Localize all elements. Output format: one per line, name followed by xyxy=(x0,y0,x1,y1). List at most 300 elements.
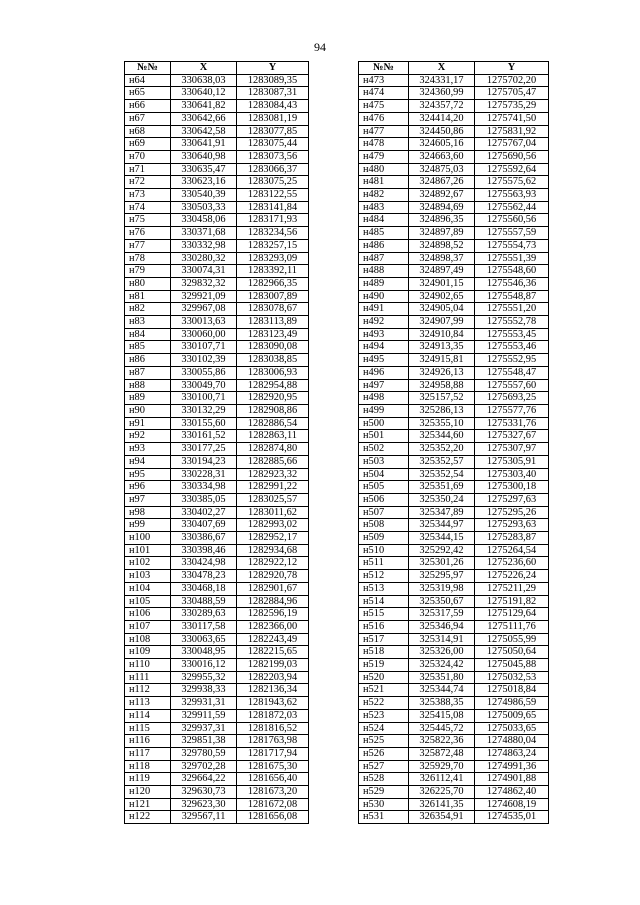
point-id-cell: н477 xyxy=(359,125,409,138)
point-id-cell: н121 xyxy=(125,798,171,811)
x-coordinate-cell: 324414,20 xyxy=(409,112,475,125)
table-row xyxy=(359,747,549,760)
table-row xyxy=(125,570,309,583)
y-coordinate-cell: 1275553,45 xyxy=(475,328,549,341)
y-coordinate-cell: 1281717,94 xyxy=(237,747,309,760)
table-row xyxy=(359,265,549,278)
x-coordinate-cell: 324905,04 xyxy=(409,303,475,316)
table-row xyxy=(359,201,549,214)
point-id-cell: н97 xyxy=(125,493,171,506)
x-coordinate-cell: 330641,91 xyxy=(171,138,237,151)
table-row xyxy=(125,201,309,214)
table-row xyxy=(125,697,309,710)
point-id-cell: н499 xyxy=(359,404,409,417)
table-row xyxy=(125,125,309,138)
point-id-cell: н91 xyxy=(125,417,171,430)
y-coordinate-cell: 1275551,20 xyxy=(475,303,549,316)
point-id-cell: н77 xyxy=(125,239,171,252)
table-row xyxy=(359,697,549,710)
y-coordinate-cell: 1275327,67 xyxy=(475,430,549,443)
x-coordinate-cell: 325286,13 xyxy=(409,404,475,417)
point-id-cell: н526 xyxy=(359,747,409,760)
y-coordinate-cell: 1275111,76 xyxy=(475,620,549,633)
y-coordinate-cell: 1282934,68 xyxy=(237,544,309,557)
table-row xyxy=(359,366,549,379)
table-row xyxy=(125,659,309,672)
x-coordinate-cell: 330013,63 xyxy=(171,316,237,329)
table-row xyxy=(125,455,309,468)
y-coordinate-cell: 1283081,19 xyxy=(237,112,309,125)
y-coordinate-cell: 1282954,88 xyxy=(237,379,309,392)
x-coordinate-cell: 324896,35 xyxy=(409,214,475,227)
y-coordinate-cell: 1275552,78 xyxy=(475,316,549,329)
x-coordinate-cell: 330132,29 xyxy=(171,404,237,417)
x-coordinate-cell: 330055,86 xyxy=(171,366,237,379)
table-row xyxy=(125,633,309,646)
x-coordinate-cell: 329702,28 xyxy=(171,760,237,773)
point-id-cell: н519 xyxy=(359,659,409,672)
point-id-cell: н482 xyxy=(359,189,409,202)
x-coordinate-cell: 330117,58 xyxy=(171,620,237,633)
y-coordinate-cell: 1282885,66 xyxy=(237,455,309,468)
point-id-cell: н89 xyxy=(125,392,171,405)
point-id-cell: н498 xyxy=(359,392,409,405)
x-coordinate-cell: 330289,63 xyxy=(171,608,237,621)
point-id-cell: н64 xyxy=(125,74,171,87)
table-row xyxy=(359,811,549,824)
table-row xyxy=(359,379,549,392)
x-coordinate-cell: 330623,16 xyxy=(171,176,237,189)
table-row xyxy=(125,620,309,633)
x-coordinate-cell: 325295,97 xyxy=(409,570,475,583)
table-row xyxy=(359,252,549,265)
table-row xyxy=(125,150,309,163)
x-coordinate-cell: 325822,36 xyxy=(409,735,475,748)
x-coordinate-cell: 325352,20 xyxy=(409,443,475,456)
x-coordinate-cell: 325872,48 xyxy=(409,747,475,760)
x-coordinate-cell: 324910,84 xyxy=(409,328,475,341)
table-row xyxy=(125,722,309,735)
table-row xyxy=(125,316,309,329)
table-row xyxy=(359,100,549,113)
x-coordinate-cell: 325326,00 xyxy=(409,646,475,659)
point-id-cell: н79 xyxy=(125,265,171,278)
y-coordinate-cell: 1283234,56 xyxy=(237,227,309,240)
y-coordinate-cell: 1282874,80 xyxy=(237,443,309,456)
point-id-cell: н86 xyxy=(125,354,171,367)
table-row xyxy=(125,252,309,265)
point-id-cell: н476 xyxy=(359,112,409,125)
point-id-cell: н522 xyxy=(359,697,409,710)
table-row xyxy=(125,709,309,722)
y-coordinate-cell: 1282215,65 xyxy=(237,646,309,659)
point-id-cell: н494 xyxy=(359,341,409,354)
point-id-cell: н75 xyxy=(125,214,171,227)
table-row xyxy=(359,633,549,646)
x-coordinate-cell: 330642,58 xyxy=(171,125,237,138)
y-coordinate-cell: 1275548,87 xyxy=(475,290,549,303)
table-row xyxy=(359,760,549,773)
table-body-left xyxy=(125,74,309,823)
y-coordinate-cell: 1282922,12 xyxy=(237,557,309,570)
y-coordinate-cell: 1283038,85 xyxy=(237,354,309,367)
point-id-cell: н473 xyxy=(359,74,409,87)
point-id-cell: н527 xyxy=(359,760,409,773)
x-coordinate-cell: 324898,37 xyxy=(409,252,475,265)
x-coordinate-cell: 330074,31 xyxy=(171,265,237,278)
y-coordinate-cell: 1275331,76 xyxy=(475,417,549,430)
y-coordinate-cell: 1282243,49 xyxy=(237,633,309,646)
x-coordinate-cell: 329832,32 xyxy=(171,277,237,290)
point-id-cell: н479 xyxy=(359,150,409,163)
point-id-cell: н490 xyxy=(359,290,409,303)
x-coordinate-cell: 324894,69 xyxy=(409,201,475,214)
table-row xyxy=(359,239,549,252)
table-row xyxy=(359,189,549,202)
point-id-cell: н83 xyxy=(125,316,171,329)
coordinates-table-right xyxy=(358,61,549,824)
x-coordinate-cell: 325350,24 xyxy=(409,493,475,506)
point-id-cell: н513 xyxy=(359,582,409,595)
table-row xyxy=(359,277,549,290)
point-id-cell: н492 xyxy=(359,316,409,329)
y-coordinate-cell: 1275293,63 xyxy=(475,519,549,532)
point-id-cell: н109 xyxy=(125,646,171,659)
x-coordinate-cell: 324875,03 xyxy=(409,163,475,176)
table-row xyxy=(125,417,309,430)
x-coordinate-cell: 325351,80 xyxy=(409,671,475,684)
x-coordinate-cell: 329630,73 xyxy=(171,786,237,799)
table-row xyxy=(125,163,309,176)
x-coordinate-cell: 330641,82 xyxy=(171,100,237,113)
point-id-cell: н503 xyxy=(359,455,409,468)
point-id-cell: н485 xyxy=(359,227,409,240)
table-row xyxy=(359,417,549,430)
point-id-cell: н491 xyxy=(359,303,409,316)
x-coordinate-cell: 330503,33 xyxy=(171,201,237,214)
table-row xyxy=(359,150,549,163)
point-id-cell: н99 xyxy=(125,519,171,532)
header-y: Y xyxy=(475,62,549,75)
x-coordinate-cell: 324913,35 xyxy=(409,341,475,354)
y-coordinate-cell: 1283084,43 xyxy=(237,100,309,113)
point-id-cell: н67 xyxy=(125,112,171,125)
point-id-cell: н103 xyxy=(125,570,171,583)
point-id-cell: н518 xyxy=(359,646,409,659)
y-coordinate-cell: 1275009,65 xyxy=(475,709,549,722)
point-id-cell: н481 xyxy=(359,176,409,189)
x-coordinate-cell: 330063,65 xyxy=(171,633,237,646)
point-id-cell: н497 xyxy=(359,379,409,392)
x-coordinate-cell: 325344,60 xyxy=(409,430,475,443)
x-coordinate-cell: 330638,03 xyxy=(171,74,237,87)
x-coordinate-cell: 330385,05 xyxy=(171,493,237,506)
table-row xyxy=(125,684,309,697)
point-id-cell: н516 xyxy=(359,620,409,633)
table-row xyxy=(125,176,309,189)
x-coordinate-cell: 326225,70 xyxy=(409,786,475,799)
table-row xyxy=(359,544,549,557)
x-coordinate-cell: 325347,89 xyxy=(409,506,475,519)
y-coordinate-cell: 1283090,08 xyxy=(237,341,309,354)
x-coordinate-cell: 330635,47 xyxy=(171,163,237,176)
y-coordinate-cell: 1275577,76 xyxy=(475,404,549,417)
y-coordinate-cell: 1281672,08 xyxy=(237,798,309,811)
table-header-row xyxy=(359,62,549,75)
y-coordinate-cell: 1275557,60 xyxy=(475,379,549,392)
point-id-cell: н95 xyxy=(125,468,171,481)
table-row xyxy=(125,481,309,494)
x-coordinate-cell: 330398,46 xyxy=(171,544,237,557)
x-coordinate-cell: 326112,41 xyxy=(409,773,475,786)
table-row xyxy=(359,646,549,659)
point-id-cell: н105 xyxy=(125,595,171,608)
y-coordinate-cell: 1275305,91 xyxy=(475,455,549,468)
y-coordinate-cell: 1283075,44 xyxy=(237,138,309,151)
y-coordinate-cell: 1282993,02 xyxy=(237,519,309,532)
x-coordinate-cell: 325346,94 xyxy=(409,620,475,633)
y-coordinate-cell: 1274535,01 xyxy=(475,811,549,824)
y-coordinate-cell: 1283007,89 xyxy=(237,290,309,303)
table-row xyxy=(359,125,549,138)
point-id-cell: н110 xyxy=(125,659,171,672)
x-coordinate-cell: 330102,39 xyxy=(171,354,237,367)
y-coordinate-cell: 1275283,87 xyxy=(475,532,549,545)
x-coordinate-cell: 330407,69 xyxy=(171,519,237,532)
table-row xyxy=(359,87,549,100)
y-coordinate-cell: 1282991,22 xyxy=(237,481,309,494)
point-id-cell: н122 xyxy=(125,811,171,824)
y-coordinate-cell: 1282203,94 xyxy=(237,671,309,684)
y-coordinate-cell: 1274986,59 xyxy=(475,697,549,710)
y-coordinate-cell: 1283066,37 xyxy=(237,163,309,176)
y-coordinate-cell: 1282199,03 xyxy=(237,659,309,672)
table-row xyxy=(125,671,309,684)
point-id-cell: н508 xyxy=(359,519,409,532)
table-row xyxy=(359,328,549,341)
x-coordinate-cell: 330478,23 xyxy=(171,570,237,583)
table-row xyxy=(359,303,549,316)
table-row xyxy=(359,709,549,722)
x-coordinate-cell: 329938,33 xyxy=(171,684,237,697)
x-coordinate-cell: 330642,66 xyxy=(171,112,237,125)
point-id-cell: н90 xyxy=(125,404,171,417)
x-coordinate-cell: 330107,71 xyxy=(171,341,237,354)
y-coordinate-cell: 1275303,40 xyxy=(475,468,549,481)
point-id-cell: н510 xyxy=(359,544,409,557)
x-coordinate-cell: 326354,91 xyxy=(409,811,475,824)
table-row xyxy=(125,404,309,417)
y-coordinate-cell: 1282863,11 xyxy=(237,430,309,443)
point-id-cell: н514 xyxy=(359,595,409,608)
y-coordinate-cell: 1275226,24 xyxy=(475,570,549,583)
point-id-cell: н511 xyxy=(359,557,409,570)
x-coordinate-cell: 325352,54 xyxy=(409,468,475,481)
point-id-cell: н521 xyxy=(359,684,409,697)
point-id-cell: н502 xyxy=(359,443,409,456)
table-row xyxy=(359,430,549,443)
x-coordinate-cell: 329967,08 xyxy=(171,303,237,316)
point-id-cell: н94 xyxy=(125,455,171,468)
x-coordinate-cell: 324902,65 xyxy=(409,290,475,303)
table-row xyxy=(125,87,309,100)
table-row xyxy=(125,430,309,443)
y-coordinate-cell: 1283075,25 xyxy=(237,176,309,189)
table-row xyxy=(125,506,309,519)
point-id-cell: н515 xyxy=(359,608,409,621)
table-row xyxy=(125,138,309,151)
table-row xyxy=(125,811,309,824)
y-coordinate-cell: 1275560,56 xyxy=(475,214,549,227)
table-row xyxy=(359,227,549,240)
table-row xyxy=(359,608,549,621)
y-coordinate-cell: 1281816,52 xyxy=(237,722,309,735)
point-id-cell: н524 xyxy=(359,722,409,735)
table-row xyxy=(359,443,549,456)
x-coordinate-cell: 330194,23 xyxy=(171,455,237,468)
y-coordinate-cell: 1281673,20 xyxy=(237,786,309,799)
x-coordinate-cell: 329664,22 xyxy=(171,773,237,786)
coordinates-table-left xyxy=(124,61,309,824)
y-coordinate-cell: 1283087,31 xyxy=(237,87,309,100)
x-coordinate-cell: 330280,32 xyxy=(171,252,237,265)
table-row xyxy=(359,570,549,583)
x-coordinate-cell: 324892,67 xyxy=(409,189,475,202)
point-id-cell: н85 xyxy=(125,341,171,354)
y-coordinate-cell: 1283073,56 xyxy=(237,150,309,163)
x-coordinate-cell: 324331,17 xyxy=(409,74,475,87)
table-row xyxy=(125,519,309,532)
y-coordinate-cell: 1283006,93 xyxy=(237,366,309,379)
y-coordinate-cell: 1283123,49 xyxy=(237,328,309,341)
x-coordinate-cell: 330424,98 xyxy=(171,557,237,570)
table-row xyxy=(359,481,549,494)
point-id-cell: н88 xyxy=(125,379,171,392)
y-coordinate-cell: 1282923,32 xyxy=(237,468,309,481)
table-row xyxy=(359,163,549,176)
point-id-cell: н116 xyxy=(125,735,171,748)
point-id-cell: н488 xyxy=(359,265,409,278)
y-coordinate-cell: 1275557,59 xyxy=(475,227,549,240)
x-coordinate-cell: 324901,15 xyxy=(409,277,475,290)
point-id-cell: н69 xyxy=(125,138,171,151)
y-coordinate-cell: 1275563,93 xyxy=(475,189,549,202)
x-coordinate-cell: 324605,16 xyxy=(409,138,475,151)
table-row xyxy=(359,557,549,570)
y-coordinate-cell: 1282136,34 xyxy=(237,684,309,697)
table-row xyxy=(125,493,309,506)
table-row xyxy=(125,443,309,456)
x-coordinate-cell: 330161,52 xyxy=(171,430,237,443)
y-coordinate-cell: 1275554,73 xyxy=(475,239,549,252)
table-row xyxy=(125,595,309,608)
table-header-row xyxy=(125,62,309,75)
x-coordinate-cell: 330060,00 xyxy=(171,328,237,341)
y-coordinate-cell: 1274901,88 xyxy=(475,773,549,786)
point-id-cell: н65 xyxy=(125,87,171,100)
y-coordinate-cell: 1274608,19 xyxy=(475,798,549,811)
x-coordinate-cell: 330100,71 xyxy=(171,392,237,405)
point-id-cell: н111 xyxy=(125,671,171,684)
point-id-cell: н483 xyxy=(359,201,409,214)
table-row xyxy=(125,303,309,316)
table-row xyxy=(125,468,309,481)
point-id-cell: н505 xyxy=(359,481,409,494)
y-coordinate-cell: 1275033,65 xyxy=(475,722,549,735)
table-row xyxy=(125,277,309,290)
y-coordinate-cell: 1275575,62 xyxy=(475,176,549,189)
table-row xyxy=(359,354,549,367)
x-coordinate-cell: 329851,38 xyxy=(171,735,237,748)
x-coordinate-cell: 324357,72 xyxy=(409,100,475,113)
header-y: Y xyxy=(237,62,309,75)
x-coordinate-cell: 325929,70 xyxy=(409,760,475,773)
x-coordinate-cell: 324898,52 xyxy=(409,239,475,252)
point-id-cell: н507 xyxy=(359,506,409,519)
x-coordinate-cell: 330386,67 xyxy=(171,532,237,545)
table-row xyxy=(359,455,549,468)
header-id: №№ xyxy=(359,62,409,75)
y-coordinate-cell: 1282920,95 xyxy=(237,392,309,405)
x-coordinate-cell: 324867,26 xyxy=(409,176,475,189)
x-coordinate-cell: 330468,18 xyxy=(171,582,237,595)
header-x: X xyxy=(171,62,237,75)
point-id-cell: н517 xyxy=(359,633,409,646)
y-coordinate-cell: 1275129,64 xyxy=(475,608,549,621)
table-row xyxy=(125,100,309,113)
point-id-cell: н500 xyxy=(359,417,409,430)
table-row xyxy=(125,290,309,303)
y-coordinate-cell: 1275307,97 xyxy=(475,443,549,456)
x-coordinate-cell: 330458,06 xyxy=(171,214,237,227)
x-coordinate-cell: 330540,39 xyxy=(171,189,237,202)
y-coordinate-cell: 1275551,39 xyxy=(475,252,549,265)
point-id-cell: н80 xyxy=(125,277,171,290)
y-coordinate-cell: 1281872,03 xyxy=(237,709,309,722)
point-id-cell: н112 xyxy=(125,684,171,697)
table-row xyxy=(359,138,549,151)
point-id-cell: н528 xyxy=(359,773,409,786)
y-coordinate-cell: 1275295,26 xyxy=(475,506,549,519)
point-id-cell: н76 xyxy=(125,227,171,240)
point-id-cell: н98 xyxy=(125,506,171,519)
x-coordinate-cell: 325157,52 xyxy=(409,392,475,405)
x-coordinate-cell: 330402,27 xyxy=(171,506,237,519)
point-id-cell: н100 xyxy=(125,532,171,545)
table-row xyxy=(125,239,309,252)
table-row xyxy=(359,595,549,608)
point-id-cell: н525 xyxy=(359,735,409,748)
point-id-cell: н72 xyxy=(125,176,171,189)
table-row xyxy=(125,392,309,405)
x-coordinate-cell: 325344,15 xyxy=(409,532,475,545)
x-coordinate-cell: 325445,72 xyxy=(409,722,475,735)
point-id-cell: н106 xyxy=(125,608,171,621)
x-coordinate-cell: 325352,57 xyxy=(409,455,475,468)
x-coordinate-cell: 329623,30 xyxy=(171,798,237,811)
y-coordinate-cell: 1283392,11 xyxy=(237,265,309,278)
point-id-cell: н530 xyxy=(359,798,409,811)
point-id-cell: н108 xyxy=(125,633,171,646)
y-coordinate-cell: 1275562,44 xyxy=(475,201,549,214)
table-row xyxy=(359,532,549,545)
table-row xyxy=(125,773,309,786)
table-row xyxy=(125,608,309,621)
point-id-cell: н87 xyxy=(125,366,171,379)
y-coordinate-cell: 1281656,08 xyxy=(237,811,309,824)
x-coordinate-cell: 329955,32 xyxy=(171,671,237,684)
table-row xyxy=(125,786,309,799)
